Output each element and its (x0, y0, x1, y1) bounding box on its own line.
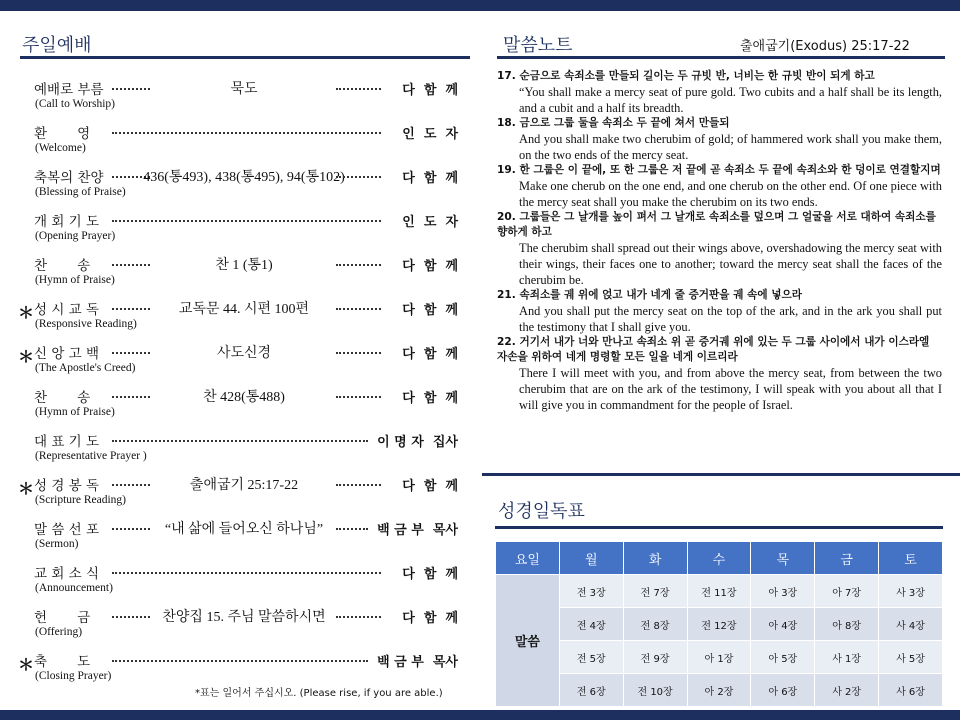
top-band (0, 0, 960, 11)
verse-18 (497, 116, 942, 163)
table-cell: 전 6장 (559, 674, 623, 707)
verse-english: “You shall make a mercy seat of pure gold. Two cubits and a half shall be its length, and a cubit and a half its breadth. (519, 85, 942, 115)
item-content: 찬 428(통488) (203, 390, 285, 405)
service-item (20, 474, 470, 516)
verse-english: There I will meet with you, and from above the mercy seat, from between the two cherubim that are on the ark of the testimony, I will speak with you about all that I will give you in commandment for the people of Israel. (519, 366, 942, 412)
item-leader: 인 도 자 (402, 127, 458, 142)
verse-korean: 속죄소를 궤 위에 얹고 내가 네게 줄 증거판을 궤 속에 넣으라 (519, 289, 802, 301)
table-row (496, 575, 943, 608)
sermon-notes-title: 말씀노트 (503, 35, 573, 56)
item-name-korean: 찬 송 (34, 258, 91, 274)
verse-korean: 그룹들은 그 날개를 높이 펴서 그 날개로 속죄소를 덮으며 그 얼굴을 서로 대하여 속죄소를 향하게 하고 (497, 211, 936, 238)
item-name-korean: 축 도 (34, 654, 91, 670)
table-row (496, 674, 943, 707)
leader-dots (112, 660, 368, 662)
header-tue: 화 (623, 542, 687, 575)
item-name-english: (Hymn of Praise) (35, 274, 115, 286)
item-name-english: (Closing Prayer) (35, 670, 112, 682)
verses-bottom-rule (482, 473, 960, 476)
item-name-english: (The Apostle's Creed) (35, 362, 136, 374)
reading-plan-rule (495, 526, 943, 529)
table-cell: 사 6장 (879, 674, 943, 707)
verse-korean: 한 그룹은 이 끝에, 또 한 그룹은 저 끝에 곧 속죄소 두 끝에 속죄소와 한 덩이로 연결할지며 (519, 164, 941, 176)
verse-number: 20. (497, 211, 516, 223)
row-label: 말씀 (496, 575, 560, 707)
service-item (20, 562, 470, 604)
table-cell: 전 4장 (559, 608, 623, 641)
table-cell: 아 3장 (751, 575, 815, 608)
verse-number: 21. (497, 289, 516, 301)
service-item (20, 166, 470, 208)
header-thu: 목 (751, 542, 815, 575)
service-item (20, 430, 470, 472)
item-name-korean: 예배로 부름 (34, 82, 104, 98)
table-cell: 아 8장 (815, 608, 879, 641)
item-name-korean: 성 경 봉 독 (34, 478, 100, 494)
table-cell: 전 10장 (623, 674, 687, 707)
service-item (20, 78, 470, 120)
item-content: 436(통493), 438(통495), 94(통102) (143, 170, 345, 185)
item-name-korean: 신 앙 고 백 (34, 346, 100, 362)
item-name-english: (Opening Prayer) (35, 230, 116, 242)
verse-number: 18. (497, 117, 516, 129)
bottom-band (0, 710, 960, 720)
service-item (20, 606, 470, 648)
service-item (20, 518, 470, 560)
table-cell: 사 1장 (815, 641, 879, 674)
reading-plan-title: 성경일독표 (498, 501, 585, 522)
item-leader: 백 금 부 목사 (377, 655, 458, 670)
verse-number: 17. (497, 70, 516, 82)
table-cell: 전 8장 (623, 608, 687, 641)
verse-english: And you shall make two cherubim of gold; of hammered work shall you make them, on the two ends of the mercy seat. (519, 132, 942, 162)
item-leader: 이 명 자 집사 (377, 435, 458, 450)
verse-21 (497, 288, 942, 335)
verse-english: Make one cherub on the one end, and one cherub on the other end. Of one piece with the mercy seat shall you make the cherubim on its two ends. (519, 179, 942, 209)
verse-20 (497, 210, 942, 288)
table-cell: 전 3장 (559, 575, 623, 608)
stand-marker: ＊ (18, 655, 35, 674)
item-name-korean: 개 회 기 도 (34, 214, 100, 230)
item-name-korean: 축복의 찬양 (34, 170, 104, 186)
item-name-english: (Announcement) (35, 582, 113, 594)
header-fri: 금 (815, 542, 879, 575)
item-name-english: (Responsive Reading) (35, 318, 137, 330)
table-cell: 아 1장 (687, 641, 751, 674)
item-leader: 다 함 께 (402, 391, 458, 406)
stand-footnote: *표는 일어서 주십시오. (Please rise, if you are able.) (195, 688, 443, 699)
item-content: 찬 1 (통1) (215, 258, 273, 273)
verse-list (497, 69, 942, 413)
sermon-notes-rule (497, 56, 945, 59)
service-item (20, 210, 470, 252)
leader-dots (336, 484, 381, 486)
stand-marker: ＊ (18, 347, 35, 366)
verse-number: 22. (497, 336, 516, 348)
table-row (496, 641, 943, 674)
leader-dots (336, 264, 381, 266)
leader-dots (336, 528, 368, 530)
verse-17 (497, 69, 942, 116)
item-content: 묵도 (230, 82, 258, 97)
table-cell: 전 11장 (687, 575, 751, 608)
item-name-korean: 말 씀 선 포 (34, 522, 100, 538)
item-name-korean: 성 시 교 독 (34, 302, 100, 318)
header-sat: 토 (879, 542, 943, 575)
item-name-english: (Hymn of Praise) (35, 406, 115, 418)
header-wed: 수 (687, 542, 751, 575)
verse-english: And you shall put the mercy seat on the top of the ark, and in the ark you shall put the testimony that I shall give you. (519, 304, 942, 334)
verse-korean: 거기서 내가 너와 만나고 속죄소 위 곧 증거궤 위에 있는 두 그룹 사이에서 내가 이스라엘 자손을 위하여 네게 명령할 모든 일을 네게 이르리라 (497, 336, 930, 363)
reading-plan-table (495, 541, 943, 707)
item-leader: 다 함 께 (402, 171, 458, 186)
leader-dots (336, 176, 381, 178)
item-leader: 다 함 께 (402, 479, 458, 494)
table-header-row (496, 542, 943, 575)
service-item (20, 386, 470, 428)
leader-dots (112, 132, 381, 134)
table-cell: 아 4장 (751, 608, 815, 641)
table-cell: 전 7장 (623, 575, 687, 608)
leader-dots (336, 308, 381, 310)
item-content: 교독문 44. 시편 100편 (178, 302, 310, 317)
item-leader: 다 함 께 (402, 567, 458, 582)
leader-dots (336, 88, 381, 90)
leader-dots (112, 220, 381, 222)
table-cell: 사 3장 (879, 575, 943, 608)
verse-19 (497, 163, 942, 210)
verse-english: The cherubim shall spread out their wings above, overshadowing the mercy seat with their wings, their faces one to another; toward the mercy seat shall the faces of the cherubim be. (519, 241, 942, 287)
item-name-korean: 환 영 (34, 126, 91, 142)
item-leader: 다 함 께 (402, 259, 458, 274)
leader-dots (336, 352, 381, 354)
table-cell: 아 6장 (751, 674, 815, 707)
worship-title-rule (20, 56, 470, 59)
service-item (20, 254, 470, 296)
item-name-korean: 대 표 기 도 (34, 434, 100, 450)
item-leader: 인 도 자 (402, 215, 458, 230)
table-cell: 아 5장 (751, 641, 815, 674)
service-item (20, 298, 470, 340)
item-name-english: (Welcome) (35, 142, 86, 154)
leader-dots (112, 572, 381, 574)
verse-korean: 금으로 그룹 둘을 속죄소 두 끝에 쳐서 만들되 (519, 117, 730, 129)
item-name-english: (Offering) (35, 626, 83, 638)
item-content: 사도신경 (216, 346, 272, 361)
scripture-reference: 출애굽기(Exodus) 25:17-22 (740, 39, 910, 54)
item-name-english: (Blessing of Praise) (35, 186, 126, 198)
item-name-korean: 교 회 소 식 (34, 566, 100, 582)
item-name-english: (Scripture Reading) (35, 494, 127, 506)
leader-dots (336, 396, 381, 398)
table-cell: 아 7장 (815, 575, 879, 608)
item-content: 출애굽기 25:17-22 (189, 478, 299, 493)
verse-number: 19. (497, 164, 516, 176)
table-cell: 전 12장 (687, 608, 751, 641)
item-leader: 다 함 께 (402, 347, 458, 362)
worship-title: 주일예배 (22, 35, 92, 56)
table-cell: 사 4장 (879, 608, 943, 641)
table-row (496, 608, 943, 641)
verse-22 (497, 335, 942, 413)
item-name-english: (Representative Prayer ) (35, 450, 147, 462)
item-name-korean: 헌 금 (34, 610, 91, 626)
item-leader: 백 금 부 목사 (377, 523, 458, 538)
stand-marker: ＊ (18, 303, 35, 322)
table-cell: 전 9장 (623, 641, 687, 674)
verse-korean: 순금으로 속죄소를 만들되 길이는 두 규빗 반, 너비는 한 규빗 반이 되게 하고 (519, 70, 875, 82)
leader-dots (112, 440, 368, 442)
stand-marker: ＊ (18, 479, 35, 498)
leader-dots (336, 616, 381, 618)
item-name-korean: 찬 송 (34, 390, 91, 406)
service-item (20, 342, 470, 384)
item-leader: 다 함 께 (402, 303, 458, 318)
item-leader: 다 함 께 (402, 83, 458, 98)
table-cell: 전 5장 (559, 641, 623, 674)
item-name-english: (Call to Worship) (35, 98, 115, 110)
service-item (20, 122, 470, 164)
table-cell: 사 2장 (815, 674, 879, 707)
item-leader: 다 함 께 (402, 611, 458, 626)
item-content: “내 삶에 들어오신 하나님” (164, 522, 324, 537)
header-day: 요일 (496, 542, 560, 575)
item-name-english: (Sermon) (35, 538, 79, 550)
header-mon: 월 (559, 542, 623, 575)
table-cell: 사 5장 (879, 641, 943, 674)
table-cell: 아 2장 (687, 674, 751, 707)
item-content: 찬양집 15. 주님 말씀하시면 (162, 610, 326, 625)
